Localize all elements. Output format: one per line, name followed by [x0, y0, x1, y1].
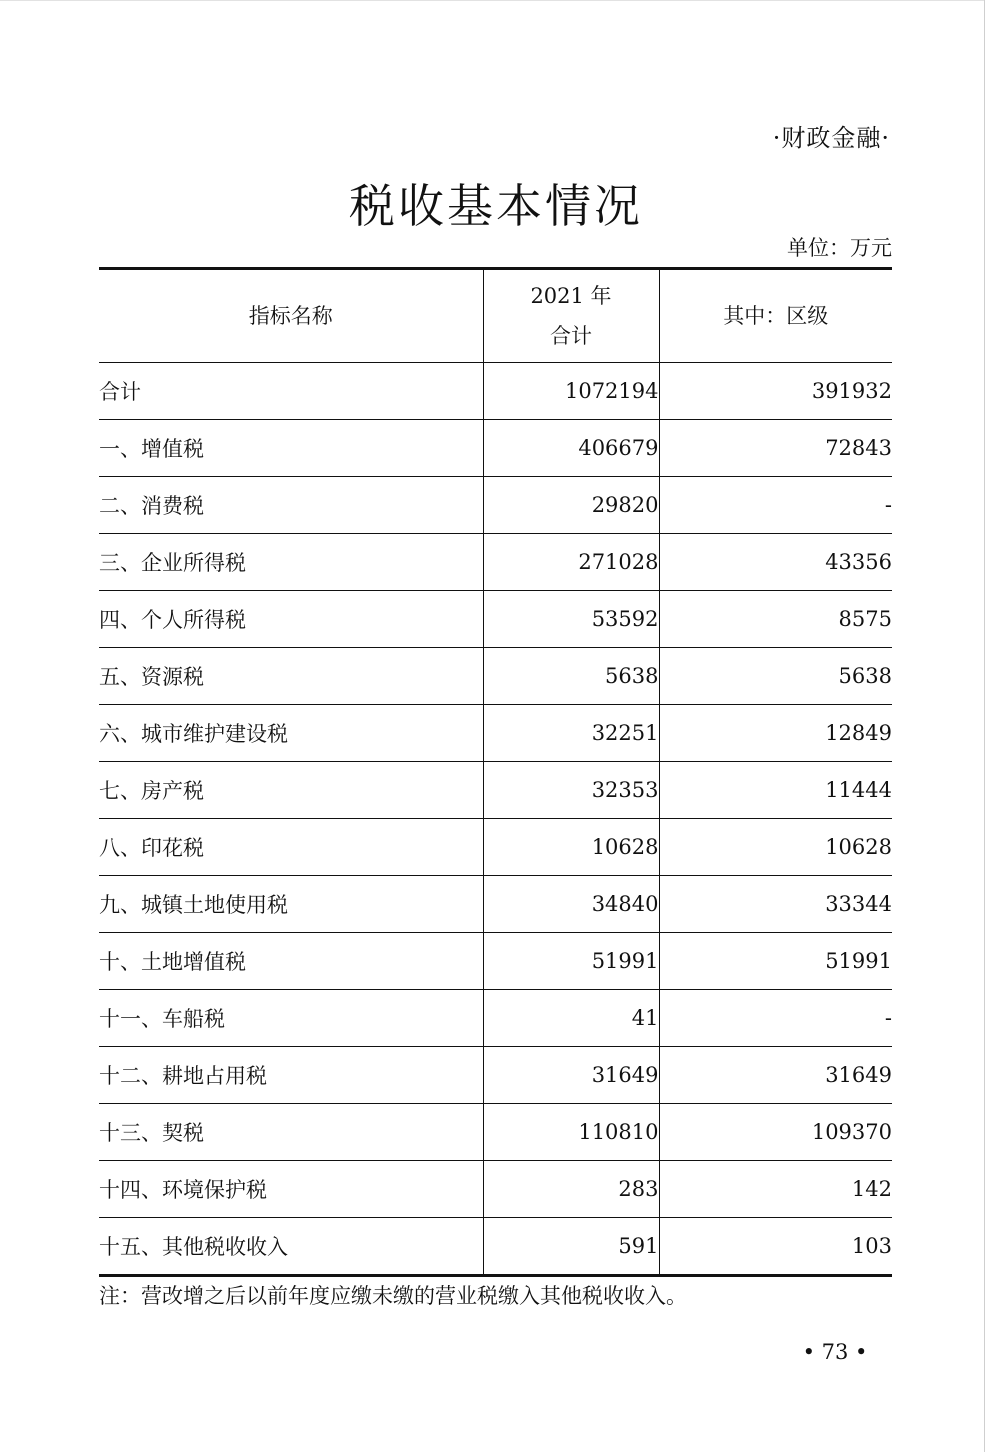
row-total: 1072194 [483, 363, 659, 420]
page-title: 税收基本情况 [349, 179, 643, 233]
row-name: 五、资源税 [99, 648, 483, 705]
table-row [99, 534, 892, 591]
row-district: 142 [659, 1161, 892, 1218]
row-name: 十四、环境保护税 [99, 1161, 483, 1218]
table-header-row [99, 269, 892, 363]
row-name: 十二、耕地占用税 [99, 1047, 483, 1104]
row-name: 九、城镇土地使用税 [99, 876, 483, 933]
row-total: 10628 [483, 819, 659, 876]
row-name: 七、房产税 [99, 762, 483, 819]
row-total: 406679 [483, 420, 659, 477]
row-district: - [659, 990, 892, 1047]
row-name: 十一、车船税 [99, 990, 483, 1047]
table-row [99, 1161, 892, 1218]
row-district: 109370 [659, 1104, 892, 1161]
row-district: 43356 [659, 534, 892, 591]
row-name: 六、城市维护建设税 [99, 705, 483, 762]
row-name: 四、个人所得税 [99, 591, 483, 648]
row-name: 一、增值税 [99, 420, 483, 477]
row-total: 51991 [483, 933, 659, 990]
row-district: 33344 [659, 876, 892, 933]
row-district: 103 [659, 1218, 892, 1276]
table-row [99, 1218, 892, 1276]
row-name: 三、企业所得税 [99, 534, 483, 591]
table-row [99, 762, 892, 819]
tax-table [99, 267, 892, 1277]
row-district: 11444 [659, 762, 892, 819]
row-total: 271028 [483, 534, 659, 591]
table-row [99, 933, 892, 990]
header-district: 其中：区级 [659, 269, 892, 363]
row-district: 5638 [659, 648, 892, 705]
table-row [99, 591, 892, 648]
row-name: 十五、其他税收收入 [99, 1235, 288, 1259]
row-district: 51991 [659, 933, 892, 990]
page-top-edge [0, 0, 985, 1]
footnote: 注：营改增之后以前年度应缴未缴的营业税缴入其他税收收入。 [99, 1284, 687, 1308]
table-row [99, 477, 892, 534]
table-row [99, 363, 892, 420]
row-district: 12849 [659, 705, 892, 762]
section-header: ·财政金融· [772, 124, 890, 152]
row-name: 合计 [99, 363, 483, 420]
row-total: 53592 [483, 591, 659, 648]
row-total: 283 [483, 1161, 659, 1218]
page-number: • 73 • [802, 1340, 868, 1364]
row-total: 32251 [483, 705, 659, 762]
row-total: 41 [483, 990, 659, 1047]
table-row [99, 705, 892, 762]
row-total: 591 [483, 1218, 659, 1276]
row-name: 二、消费税 [99, 477, 483, 534]
row-district: 31649 [659, 1047, 892, 1104]
table-body [99, 363, 892, 1276]
row-total: 5638 [483, 648, 659, 705]
row-name: 八、印花税 [99, 819, 483, 876]
table-row [99, 420, 892, 477]
header-indicator-name: 指标名称 [99, 269, 483, 363]
row-name: 十三、契税 [99, 1104, 483, 1161]
row-district: 72843 [659, 420, 892, 477]
table-row [99, 990, 892, 1047]
row-total: 31649 [483, 1047, 659, 1104]
row-total: 34840 [483, 876, 659, 933]
row-district: 10628 [659, 819, 892, 876]
row-total: 110810 [483, 1104, 659, 1161]
table-row [99, 819, 892, 876]
row-name: 十、土地增值税 [99, 933, 483, 990]
header-total-label: 合计 [550, 324, 592, 348]
unit-label: 单位：万元 [787, 236, 892, 260]
row-total: 32353 [483, 762, 659, 819]
table-row [99, 876, 892, 933]
header-total-year: 2021 年 [530, 284, 612, 308]
header-total [483, 269, 659, 363]
row-total: 29820 [483, 477, 659, 534]
row-district: 8575 [659, 591, 892, 648]
table-row [99, 648, 892, 705]
row-district: 391932 [659, 363, 892, 420]
row-district: - [659, 477, 892, 534]
table-row [99, 1104, 892, 1161]
table-row [99, 1047, 892, 1104]
